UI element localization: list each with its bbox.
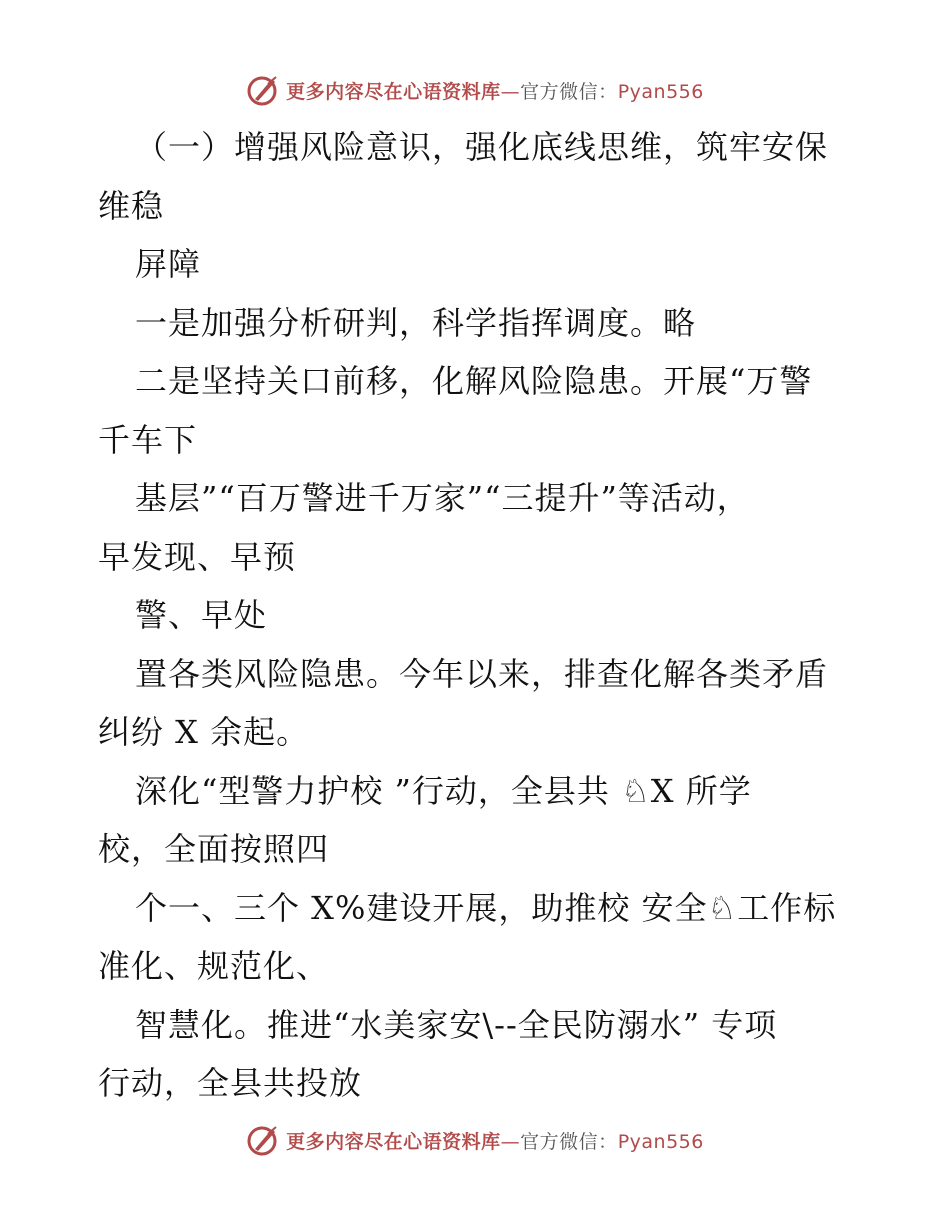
paragraph-line: （一）增强风险意识，强化底线思维，筑牢安保 [135,128,829,166]
quill-logo-icon [246,73,280,107]
paragraph-line: 个一、三个 X%建设开展，助推校 安全♘工作标 [135,888,837,927]
watermark-main-text: 更多内容尽在心语资料库 [286,80,501,103]
watermark-dash: — [500,1130,521,1153]
paragraph-line: 维稳 [98,186,165,225]
paragraph-line: 千车下 [98,420,198,459]
quill-logo-icon [246,1123,280,1157]
watermark-handle: Pyan556 [617,1130,704,1153]
paragraph-line: 二是坚持关口前移，化解风险隐患。开展“万警 [135,362,813,400]
paragraph-line: 基层”“百万警进千万家”“三提升”等活动， [135,479,750,517]
paragraph-line: 智慧化。推进“水美家安\--全民防溺水” 专项 [135,1005,778,1044]
footer-watermark [0,1120,950,1160]
watermark-colon: ： [598,1130,618,1153]
watermark-colon: ： [598,80,618,103]
paragraph-line: 校，全面按照四 [98,830,330,868]
header-watermark [0,70,950,110]
watermark-sub-text: 官方微信 [520,80,599,103]
paragraph-line: 屏障 [135,245,202,283]
watermark-handle: Pyan556 [617,80,704,103]
paragraph-line: 置各类风险隐患。今年以来，排查化解各类矛盾 [135,654,829,693]
watermark-sub-text: 官方微信 [520,1130,599,1153]
watermark-main-text: 更多内容尽在心语资料库 [286,1130,501,1153]
paragraph-line: 警、早处 [135,596,268,634]
paragraph-line: 行动，全县共投放 [98,1064,363,1102]
watermark-dash: — [500,80,521,103]
paragraph-line: 纠纷 X 余起。 [98,713,310,751]
document-body [98,118,858,1113]
paragraph-line: 一是加强分析研判，科学指挥调度。略 [135,303,697,342]
paragraph-line: 准化、规范化、 [98,947,330,985]
paragraph-line: 早发现、早预 [98,537,297,576]
paragraph-line: 深化“型警力护校 ”行动，全县共 ♘X 所学 [135,771,752,810]
